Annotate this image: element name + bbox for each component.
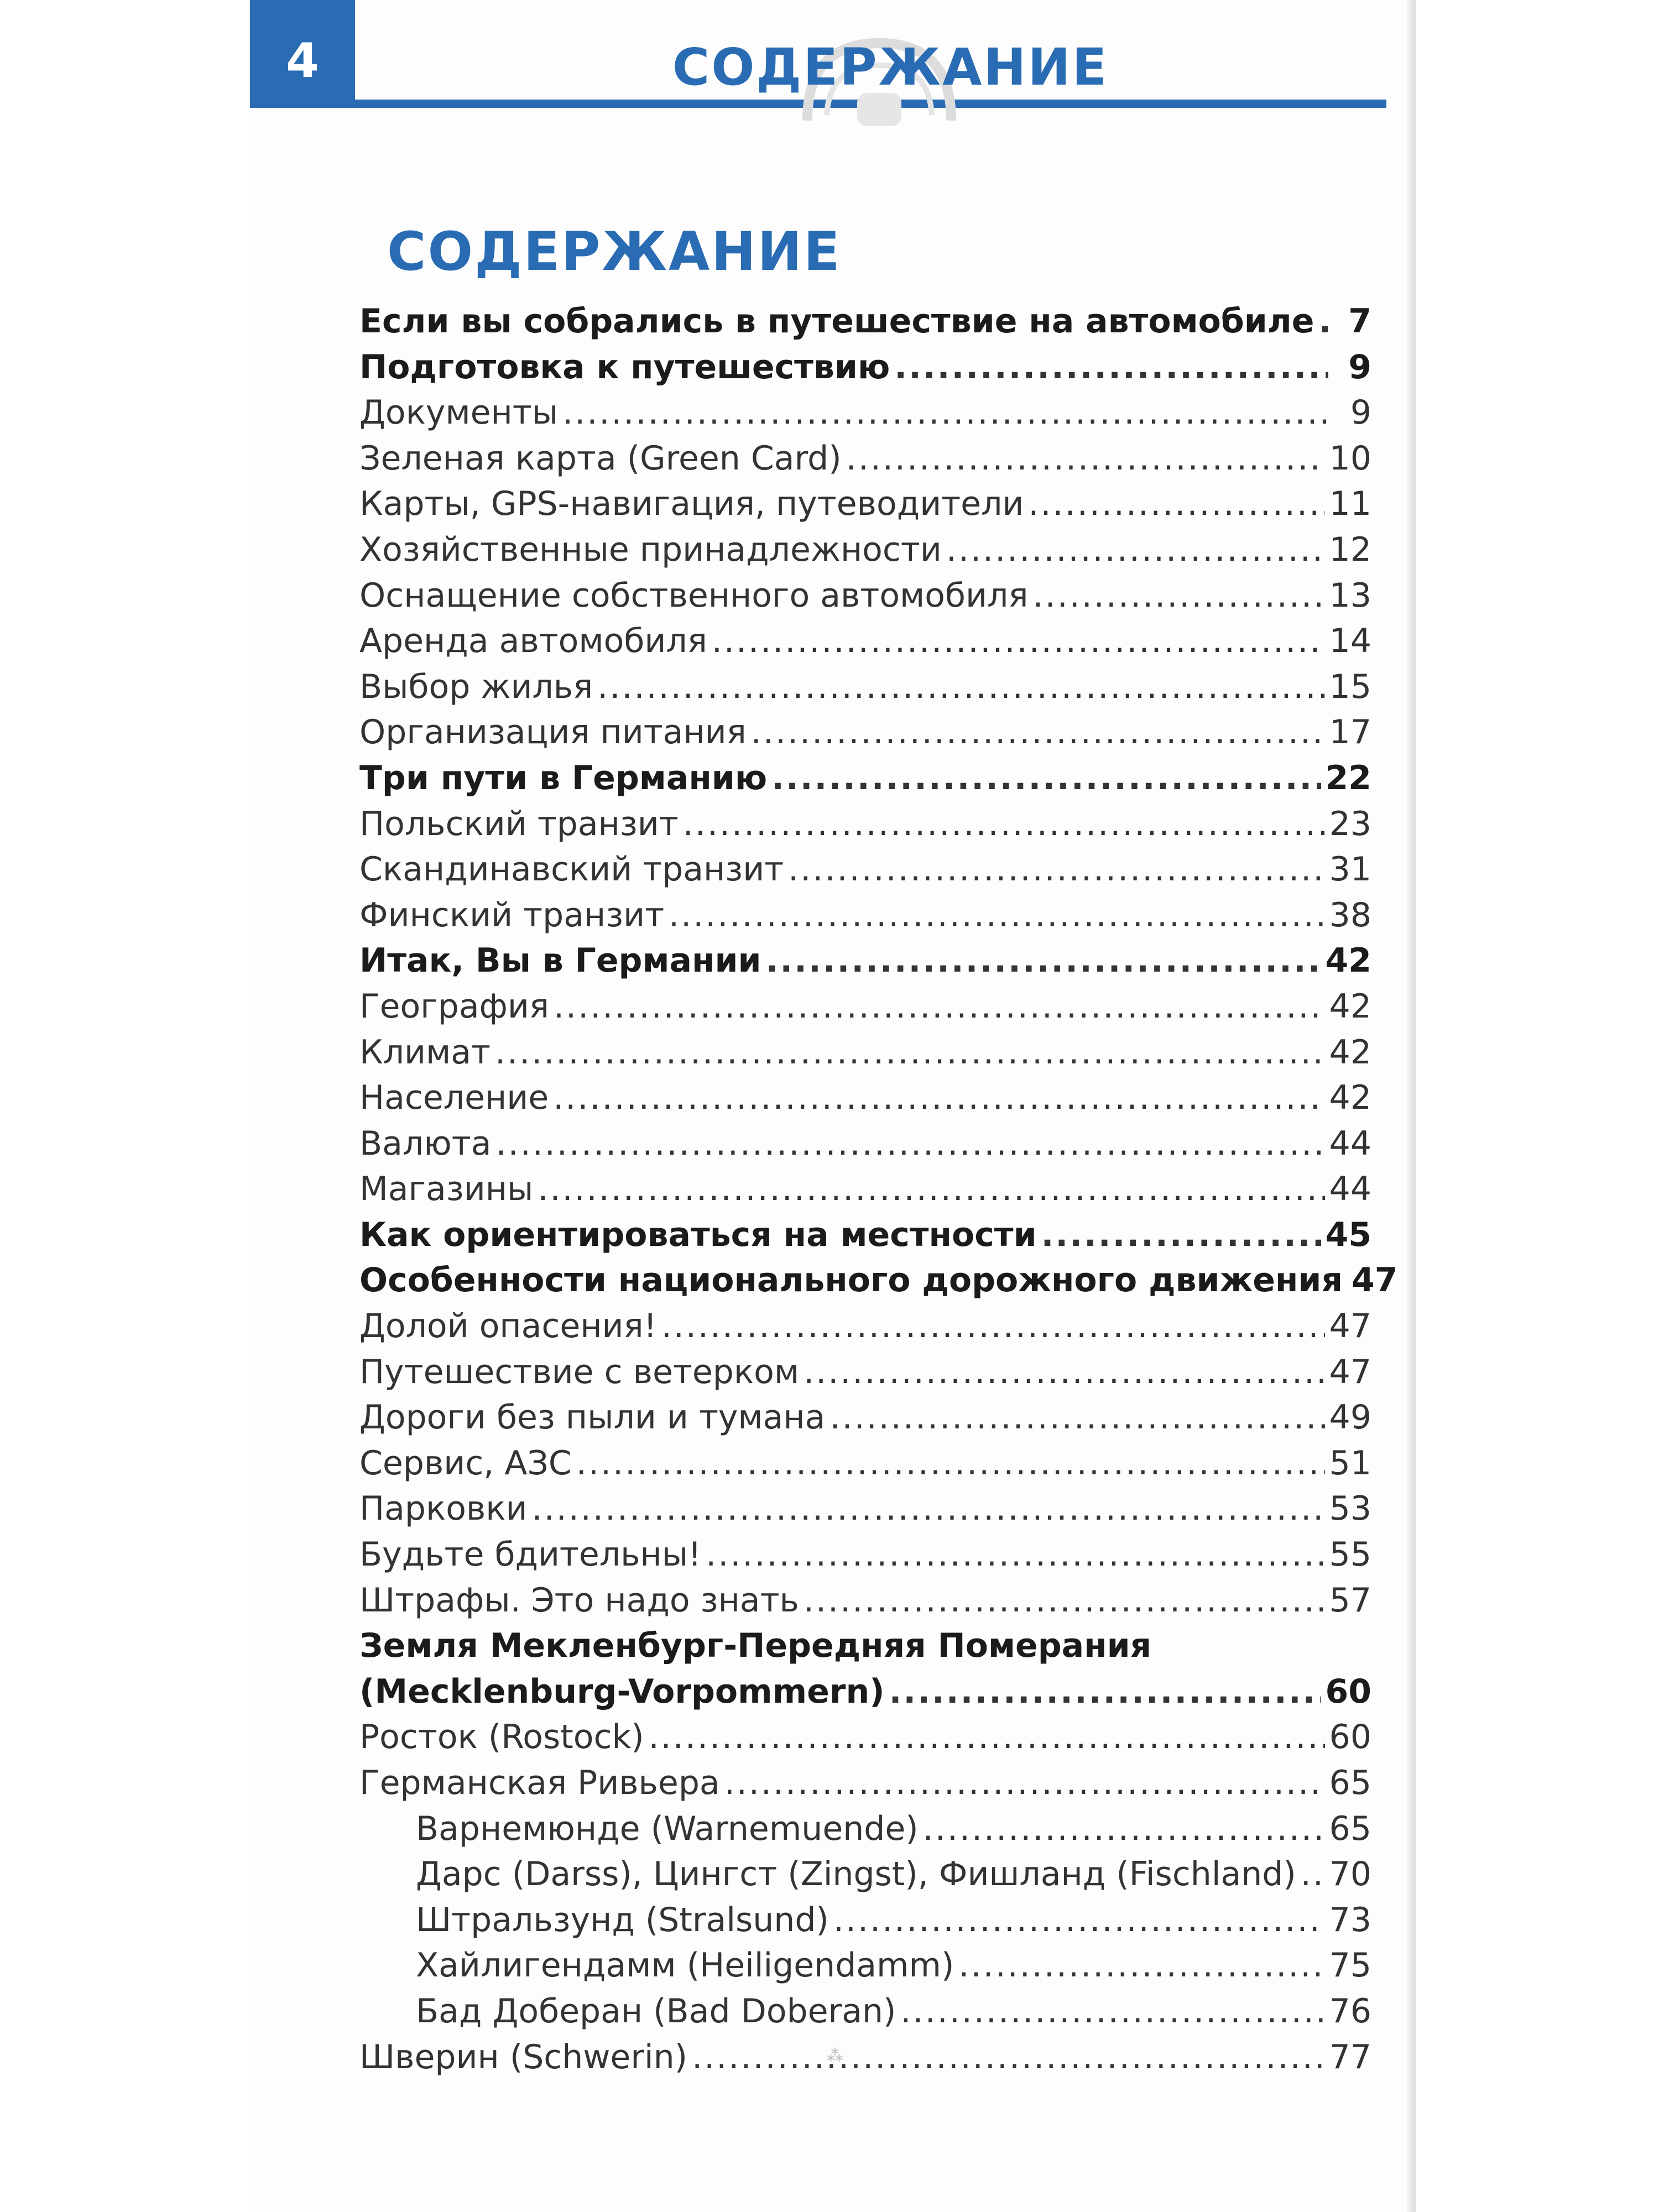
toc-entry-title: Хозяйственные принадлежности [359,530,942,569]
toc-dot-leader [946,527,1325,573]
toc-dot-leader [554,984,1325,1030]
toc-dot-leader [724,1760,1325,1806]
toc-entry [359,299,1371,345]
toc-entry-page: 65 [1329,1764,1371,1802]
toc-entry [359,1349,1371,1395]
toc-entry-title: Бад Доберан (Bad Doberan) [416,1991,896,2031]
toc-entry-title: Сервис, АЗС [359,1443,572,1483]
toc-entry-title: Будьте бдительны! [359,1535,702,1574]
toc-entry-title: Дарс (Darss), Цингст (Zingst), Фишланд (Fischland) [416,1855,1296,1894]
section-title: СОДЕРЖАНИЕ [387,221,842,283]
toc-entry-title: Особенности национального дорожного движения [359,1261,1343,1300]
toc-entry [359,893,1371,938]
toc-dot-leader [923,1806,1325,1852]
toc-entry-page: 44 [1329,1124,1371,1163]
toc-entry-title: Документы [359,393,559,432]
toc-dot-leader [788,847,1325,893]
toc-entry [359,938,1371,984]
toc-entry [359,1486,1371,1532]
toc-entry-title: Штрафы. Это надо знать [359,1580,799,1620]
toc-entry-page: 11 [1329,484,1371,524]
table-of-contents [359,299,1398,2080]
toc-entry [359,481,1371,527]
toc-entry [359,345,1371,390]
toc-entry [359,1441,1371,1486]
toc-entry [359,527,1371,573]
toc-entry-page: 65 [1329,1809,1371,1848]
toc-entry-title: (Mecklenburg-Vorpommern) [359,1672,885,1711]
toc-entry-title: Выбор жилья [359,667,593,706]
toc-entry-page: 42 [1329,1032,1371,1072]
toc-entry-title: Германская Ривьера [359,1764,720,1802]
toc-dot-leader [661,1303,1325,1349]
toc-entry-page: 44 [1329,1170,1371,1209]
toc-entry [359,573,1371,619]
toc-entry-page: 23 [1329,804,1371,843]
toc-entry-page: 42 [1329,987,1371,1026]
toc-entry-title: Парковки [359,1489,528,1528]
toc-entry-page: 45 [1325,1215,1371,1254]
toc-entry [359,436,1371,482]
toc-entry [359,1578,1371,1624]
toc-entry-title: Скандинавский транзит [359,850,784,889]
toc-dot-leader [804,1349,1325,1395]
toc-entry [359,1669,1371,1715]
toc-entry-title: Валюта [359,1124,492,1163]
page-number: 4 [286,33,319,88]
toc-entry-title: Как ориентироваться на местности [359,1215,1037,1254]
toc-entry [359,984,1371,1030]
toc-entry-page: 14 [1329,622,1371,661]
toc-entry [359,390,1371,436]
toc-entry [359,801,1371,847]
toc-entry-page: 49 [1329,1398,1371,1437]
toc-entry-title: Если вы собрались в путешествие на автомобиле [359,302,1314,341]
toc-entry-page: 38 [1329,895,1371,935]
toc-dot-leader [846,436,1325,482]
toc-entry-page: 10 [1329,439,1371,478]
toc-entry-title: Организация питания [359,713,747,752]
toc-entry [359,1212,1371,1258]
toc-dot-leader [495,1030,1325,1076]
toc-entry [359,2034,1371,2080]
toc-entry-page: 47 [1352,1261,1398,1300]
toc-entry-title: Росток (Rostock) [359,1718,644,1757]
toc-entry-page: 47 [1329,1352,1371,1391]
toc-entry-page: 57 [1329,1580,1371,1620]
toc-entry [359,1897,1371,1943]
toc-entry-page: 9 [1348,347,1371,387]
toc-entry-title: Финский транзит [359,895,665,935]
toc-entry [359,1258,1398,1303]
toc-entry-title: Долой опасения! [359,1307,657,1346]
toc-dot-leader [771,755,1321,801]
toc-entry [359,1714,1371,1760]
toc-entry [359,1075,1371,1121]
toc-entry [359,1943,1371,1989]
toc-entry-title: Итак, Вы в Германии [359,941,761,980]
toc-entry-page: 42 [1329,1078,1371,1118]
toc-entry-page: 77 [1329,2037,1371,2077]
toc-entry-title: Дороги без пыли и тумана [359,1398,826,1437]
toc-dot-leader [894,345,1328,390]
header-title: СОДЕРЖАНИЕ [672,38,1109,97]
toc-entry-title: Земля Мекленбург-Передняя Померания [359,1626,1152,1666]
toc-entry-page: 12 [1329,530,1371,569]
print-mark: ⁂ [827,2046,843,2065]
toc-entry [359,755,1371,801]
toc-entry-title: Штральзунд (Stralsund) [416,1900,829,1939]
toc-dot-leader [958,1943,1324,1989]
toc-entry [359,1166,1371,1212]
toc-dot-leader [833,1897,1325,1943]
toc-entry-page: 73 [1329,1900,1371,1939]
toc-entry-title: Карты, GPS-навигация, путеводители [359,484,1024,524]
toc-entry-title: Магазины [359,1170,534,1209]
toc-entry-page: 13 [1329,576,1371,615]
toc-entry [359,1806,1371,1852]
toc-entry-page: 55 [1329,1535,1371,1574]
toc-entry-page: 53 [1329,1489,1371,1528]
toc-dot-leader [562,390,1328,436]
toc-dot-leader [1041,1212,1321,1258]
toc-dot-leader [706,1532,1324,1578]
toc-entry-page: 51 [1329,1443,1371,1483]
toc-dot-leader [538,1166,1324,1212]
toc-entry-title: Польский транзит [359,804,679,843]
toc-dot-leader [804,1578,1325,1624]
toc-entry [359,709,1371,755]
toc-entry-page: 42 [1325,941,1371,980]
toc-entry-page: 47 [1329,1307,1371,1346]
toc-entry-page: 75 [1329,1946,1371,1985]
toc-entry-page: 7 [1348,302,1371,341]
toc-entry [359,1532,1371,1578]
toc-dot-leader [766,938,1321,984]
toc-entry-title: Оснащение собственного автомобиля [359,576,1029,615]
toc-entry [359,1121,1371,1167]
toc-entry-title: Население [359,1078,549,1118]
toc-entry-title: География [359,987,549,1026]
toc-dot-leader [649,1714,1325,1760]
toc-entry-title: Подготовка к путешествию [359,347,890,387]
toc-entry-page: 22 [1325,758,1371,797]
toc-entry-title: Аренда автомобиля [359,622,707,661]
toc-entry-title: Три пути в Германию [359,758,768,797]
toc-entry [359,1760,1371,1806]
toc-entry-page: 9 [1350,393,1371,432]
toc-entry-page: 17 [1329,713,1371,752]
toc-entry [359,1851,1371,1897]
toc-entry [359,1395,1371,1441]
toc-dot-leader [889,1669,1321,1715]
toc-dot-leader [496,1121,1325,1167]
toc-dot-leader [830,1395,1324,1441]
toc-entry-page: 31 [1329,850,1371,889]
toc-dot-leader [532,1486,1325,1532]
toc-dot-leader [1301,1851,1325,1897]
toc-entry [359,1303,1371,1349]
toc-dot-leader [1028,481,1324,527]
toc-dot-leader [751,709,1325,755]
toc-entry-page: 60 [1325,1672,1371,1711]
page-edge-shadow [1407,0,1416,2212]
toc-dot-leader [683,801,1325,847]
toc-entry-title: Хайлигендамм (Heiligendamm) [416,1946,954,1985]
toc-entry [359,847,1371,893]
toc-entry [359,1989,1371,2034]
toc-entry-page: 15 [1329,667,1371,706]
toc-entry [359,664,1371,710]
toc-entry-page: 60 [1329,1718,1371,1757]
toc-dot-leader [669,893,1325,938]
toc-dot-leader [576,1441,1325,1486]
toc-dot-leader [597,664,1324,710]
toc-entry [359,1030,1371,1076]
toc-entry-title: Климат [359,1032,491,1072]
toc-dot-leader [1318,299,1328,345]
toc-entry [359,618,1371,664]
toc-entry [359,1623,1371,1669]
toc-dot-leader [900,1989,1324,2034]
toc-entry-title: Путешествие с ветерком [359,1352,800,1391]
toc-entry-title: Варнемюнде (Warnemuende) [416,1809,919,1848]
toc-entry-title: Шверин (Schwerin) [359,2037,688,2077]
toc-entry-page: 70 [1329,1855,1371,1894]
toc-entry-title: Зеленая карта (Green Card) [359,439,842,478]
toc-dot-leader [712,618,1325,664]
toc-entry-page: 76 [1329,1991,1371,2031]
toc-dot-leader [553,1075,1324,1121]
toc-dot-leader [692,2034,1325,2080]
toc-dot-leader [1032,573,1324,619]
